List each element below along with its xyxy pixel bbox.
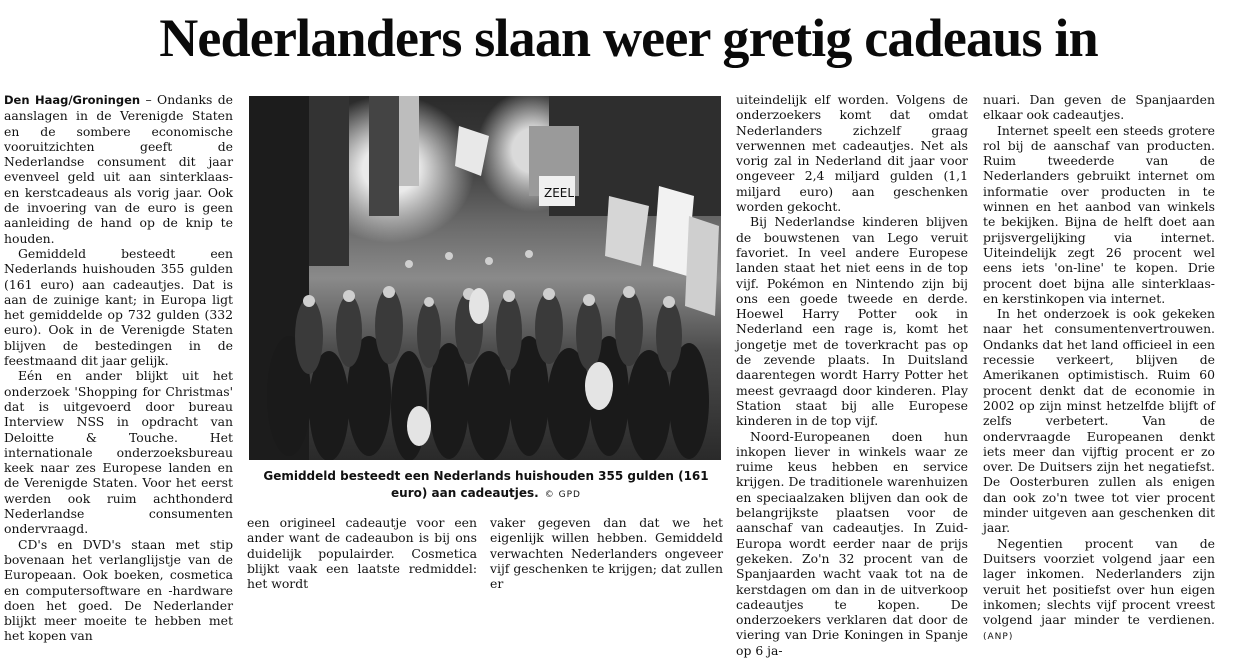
paragraph: CD's en DVD's staan met stip bovenaan het verlanglijstje van de Europeaan. Ook boeken, cosmetica en computersoftware en -hardware doen het goed. De Nederlander blijkt meer moeite te hebben met het kopen van bbox=[4, 536, 233, 644]
article-column-4 bbox=[736, 92, 968, 658]
crowd-illustration bbox=[249, 96, 721, 460]
paragraph: nuari. Dan geven de Spanjaarden elkaar ook cadeautjes. bbox=[983, 92, 1215, 123]
lead-text: – Ondanks de aanslagen in de Verenigde Staten en de sombere economische vooruitzichten geeft de Nederlandse consument dit jaar evenveel geld uit aan sinterklaas- en kerstcadeaus als vorig jaar. Ook de invoering van de euro is geen aanleiding de hand op de knip te houden. bbox=[4, 92, 233, 246]
svg-text:ZEEL: ZEEL bbox=[544, 186, 575, 200]
crowd-photo bbox=[249, 96, 721, 460]
article-column-2 bbox=[247, 515, 477, 591]
paragraph: In het onderzoek is ook gekeken naar het consumentenvertrouwen. Ondanks dat het land officieel in een recessie verkeert, blijven de Amerikanen optimistisch. Ruim 60 procent denkt dat de economie in 2002 op zijn minst hetzelfde blijft of zelfs verbetert. Van de ondervraagde Europeanen denkt iets meer dan vijftig procent er zo over. De Duitsers zijn het negatiefst. De Oosterburen zullen als enigen dan ook zo'n twee tot vier procent minder uitgeven aan geschenken dit jaar. bbox=[983, 306, 1215, 536]
article-column-5 bbox=[983, 92, 1215, 646]
paragraph: Internet speelt een steeds grotere rol bij de aanschaf van producten. Ruim tweederde van de Nederlanders gebruikt internet om informatie over producten in te winnen en het aanbod van winkels te bekijken. Bijna de helft doet aan prijsvergelijking via internet. Uiteindelijk zegt 26 procent wel eens iets 'on-line' te kopen. Drie procent doet bijna alle sinterklaas- en kerstinkopen via internet. bbox=[983, 122, 1215, 306]
final-text: Negentien procent van de Duitsers voorziet volgend jaar een lager inkomen. Nederlanders zijn veruit het positiefst over hun eigen inkomen; slechts vijf procent vreest volgend jaar minder te verdienen. bbox=[983, 535, 1215, 628]
paragraph: Noord-Europeanen doen hun inkopen liever in winkels waar ze ruime keus hebben en service krijgen. De traditionele warenhuizen en speciaalzaken blijven dan ook de belangrijkste plaatsen voor de aanschaf van cadeautjes. In Zuid-Europa wordt eerder naar de prijs gekeken. Zo'n 32 procent van de Spanjaarden wacht vaak tot na de kerstdagen om dan in de uitverkoop cadeautjes te kopen. De onderzoekers verklaren dat door de viering van Drie Koningen in Spanje op 6 ja- bbox=[736, 428, 968, 658]
paragraph: uiteindelijk elf worden. Volgens de onderzoekers komt dat omdat Nederlanders zichzelf graag verwennen met cadeautjes. Net als vorig zal in Nederland dit jaar voor ongeveer 2,4 miljard gulden (1,1 miljard euro) aan geschenken worden gekocht. bbox=[736, 92, 968, 215]
paragraph bbox=[4, 92, 233, 246]
article-column-1 bbox=[4, 92, 233, 644]
photo-credit: © GPD bbox=[544, 490, 581, 500]
dateline: Den Haag/Groningen bbox=[4, 93, 141, 107]
headline: Nederlanders slaan weer gretig cadeaus in bbox=[159, 8, 1098, 68]
agency-credit: (ANP) bbox=[983, 632, 1014, 643]
paragraph: Gemiddeld besteedt een Nederlands huishouden 355 gulden (161 euro) aan cadeautjes. Dat is aan de zuinige kant; in Europa ligt het gemiddelde op 732 gulden (332 euro). Ook in de Verenigde Staten blijven de bestedingen in de feestmaand dit jaar gelijk. bbox=[4, 245, 233, 369]
article-column-3 bbox=[490, 515, 723, 591]
paragraph bbox=[983, 536, 1215, 646]
photo-caption bbox=[252, 468, 720, 504]
paragraph: Eén en ander blijkt uit het onderzoek 'Shopping for Christmas' dat is uitgevoerd door bureau Interview NSS in opdracht van Deloitte & Touche. Het internationale onderzoeksbureau keek naar zes Europese landen en de Verenigde Staten. Voor het eerst werden ook ruim achthonderd Nederlandse consumenten ondervraagd. bbox=[4, 368, 233, 537]
caption-text: Gemiddeld besteedt een Nederlands huishouden 355 gulden (161 euro) aan cadeautjes. bbox=[263, 469, 709, 500]
paragraph: Bij Nederlandse kinderen blijven de bouwstenen van Lego veruit favoriet. In veel andere Europese landen staat het niet eens in de top vijf. Pokémon en Nintendo zijn bij ons een goede tweede en derde. Hoewel Harry Potter ook in Nederland een rage is, komt het jongetje met de toverkracht pas op de zevende plaats. In Duitsland daarentegen wordt Harry Potter het meest gevraagd door kinderen. Play Station staat bij alle Europese kinderen in de top vijf. bbox=[736, 214, 968, 429]
paragraph: vaker gegeven dan dat we het eigenlijk willen hebben. Gemiddeld verwachten Nederlanders ongeveer vijf geschenken te krijgen; dat zullen er bbox=[490, 515, 723, 592]
paragraph: een origineel cadeautje voor een ander want de cadeaubon is bij ons duidelijk populairder. Cosmetica blijkt vaak een laatste redmiddel: het wordt bbox=[247, 515, 477, 592]
